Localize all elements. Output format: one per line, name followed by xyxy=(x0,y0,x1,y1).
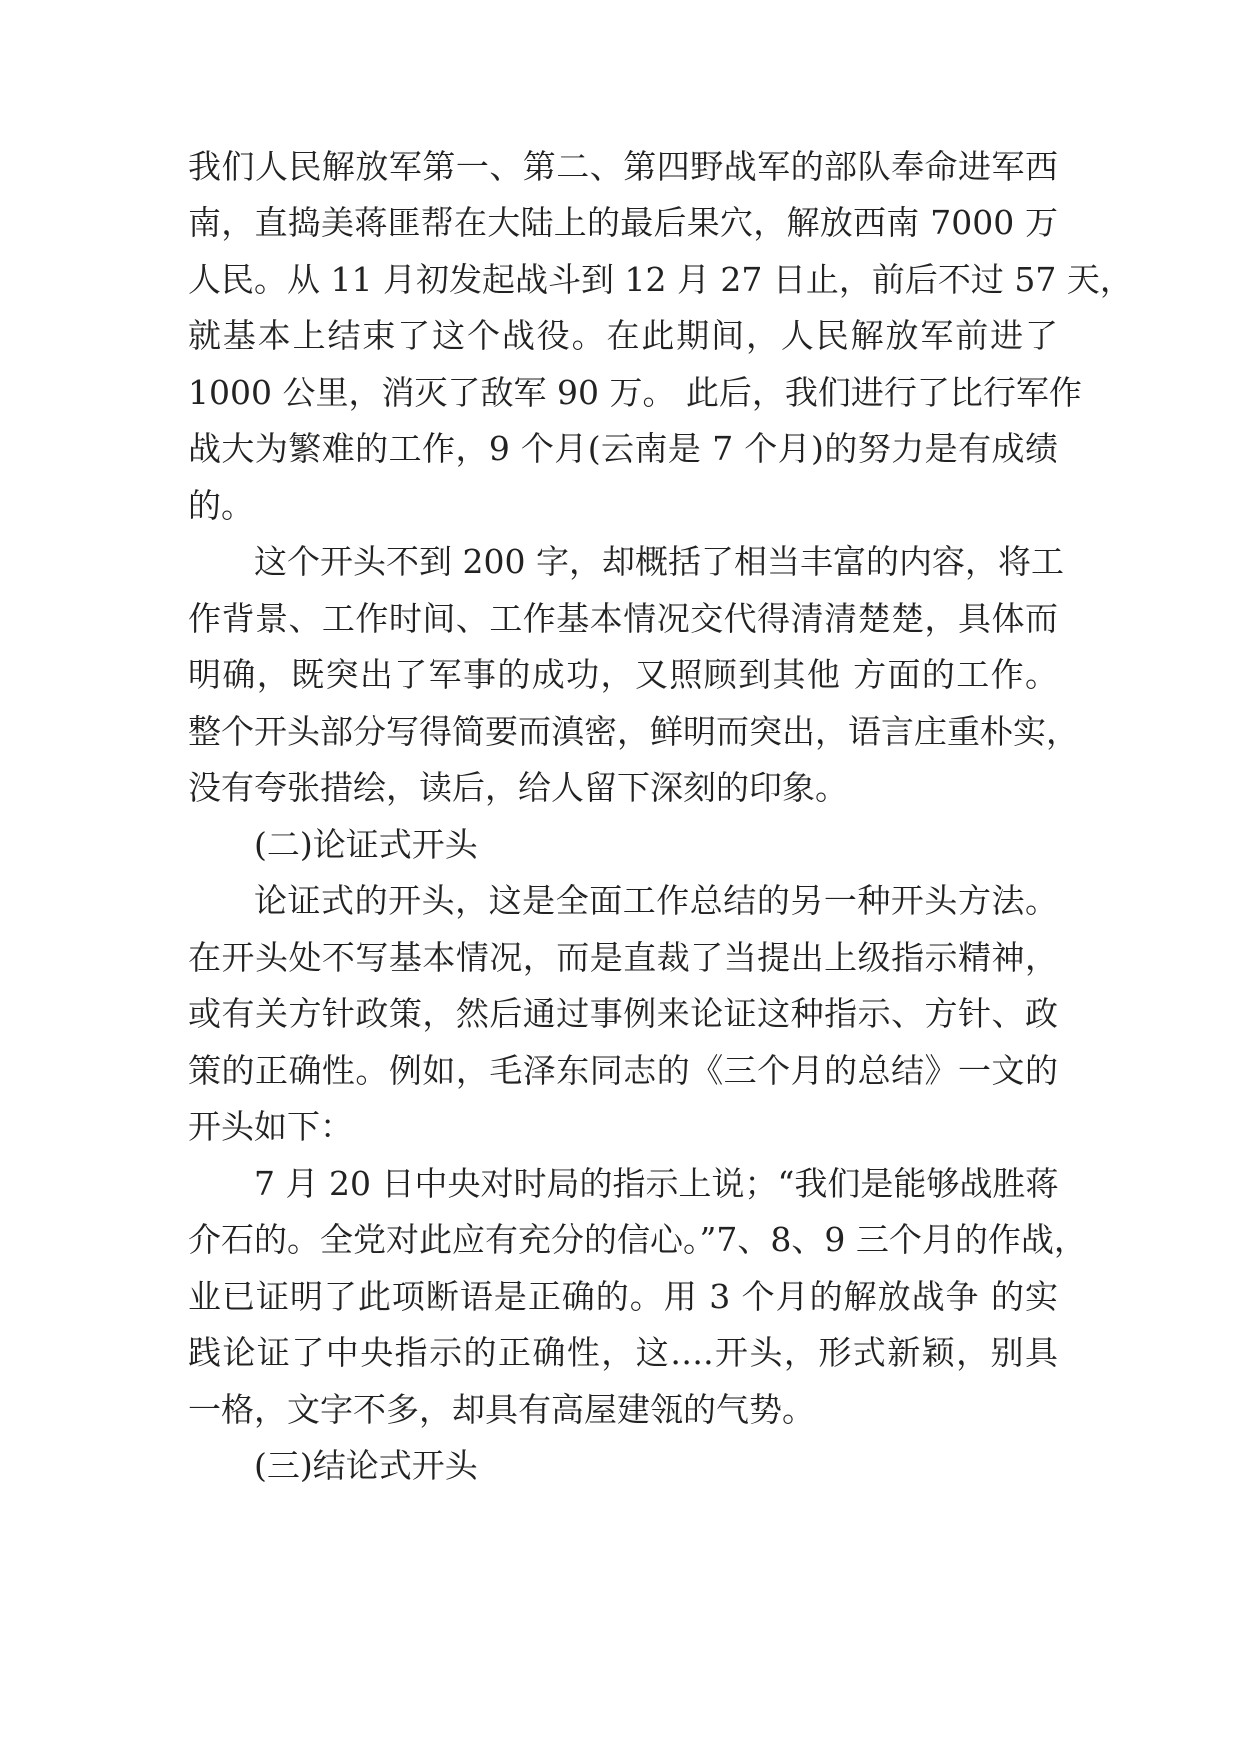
section-heading: (三)结论式开头 xyxy=(254,1446,478,1485)
text-line: 人民。从 11 月初发起战斗到 12 月 27 日止，前后不过 57 天， xyxy=(188,260,1133,299)
text-line: 就基本上结束了这个战役。在此期间，人民解放军前进了 xyxy=(188,316,1058,355)
text-line: 南，直捣美蒋匪帮在大陆上的最后果穴，解放西南 7000 万 xyxy=(188,203,1058,242)
text-line: 或有关方针政策，然后通过事例来论证这种指示、方针、政 xyxy=(188,994,1058,1033)
text-line: 践论证了中央指示的正确性，这….开头，形式新颖，别具 xyxy=(188,1333,1058,1372)
text-line: 在开头处不写基本情况，而是直裁了当提出上级指示精神， xyxy=(188,938,1058,977)
text-line: 策的正确性。例如，毛泽东同志的《三个月的总结》一文的 xyxy=(188,1051,1058,1090)
text-line: 的。 xyxy=(188,486,254,525)
text-line: 没有夸张措绘，读后，给人留下深刻的印象。 xyxy=(188,768,848,807)
text-line: 7 月 20 日中央对时局的指示上说；“我们是能够战胜蒋 xyxy=(254,1164,1059,1203)
text-line: 整个开头部分写得简要而滇密，鲜明而突出，语言庄重朴实， xyxy=(188,712,1079,751)
text-line: 明确，既突出了军事的成功，又照顾到其他 方面的工作。 xyxy=(188,655,1058,694)
text-line: 这个开头不到 200 字，却概括了相当丰富的内容，将工 xyxy=(254,542,1064,581)
text-line: 论证式的开头，这是全面工作总结的另一种开头方法。 xyxy=(254,881,1058,920)
text-line: 1000 公里，消灭了敌军 90 万。 此后，我们进行了比行军作 xyxy=(188,373,1082,412)
section-heading: (二)论证式开头 xyxy=(254,825,478,864)
text-line: 一格，文字不多，却具有高屋建瓴的气势。 xyxy=(188,1390,815,1429)
text-line: 开头如下： xyxy=(188,1107,353,1146)
text-line: 我们人民解放军第一、第二、第四野战军的部队奉命进军西 xyxy=(188,147,1058,186)
text-line: 业已证明了此项断语是正确的。用 3 个月的解放战争 的实 xyxy=(188,1277,1058,1316)
text-line: 战大为繁难的工作，9 个月(云南是 7 个月)的努力是有成绩 xyxy=(188,429,1058,468)
text-line: 介石的。全党对此应有充分的信心。”7、8、9 三个月的作战， xyxy=(188,1220,1087,1259)
text-line: 作背景、工作时间、工作基本情况交代得清清楚楚，具体而 xyxy=(188,599,1058,638)
